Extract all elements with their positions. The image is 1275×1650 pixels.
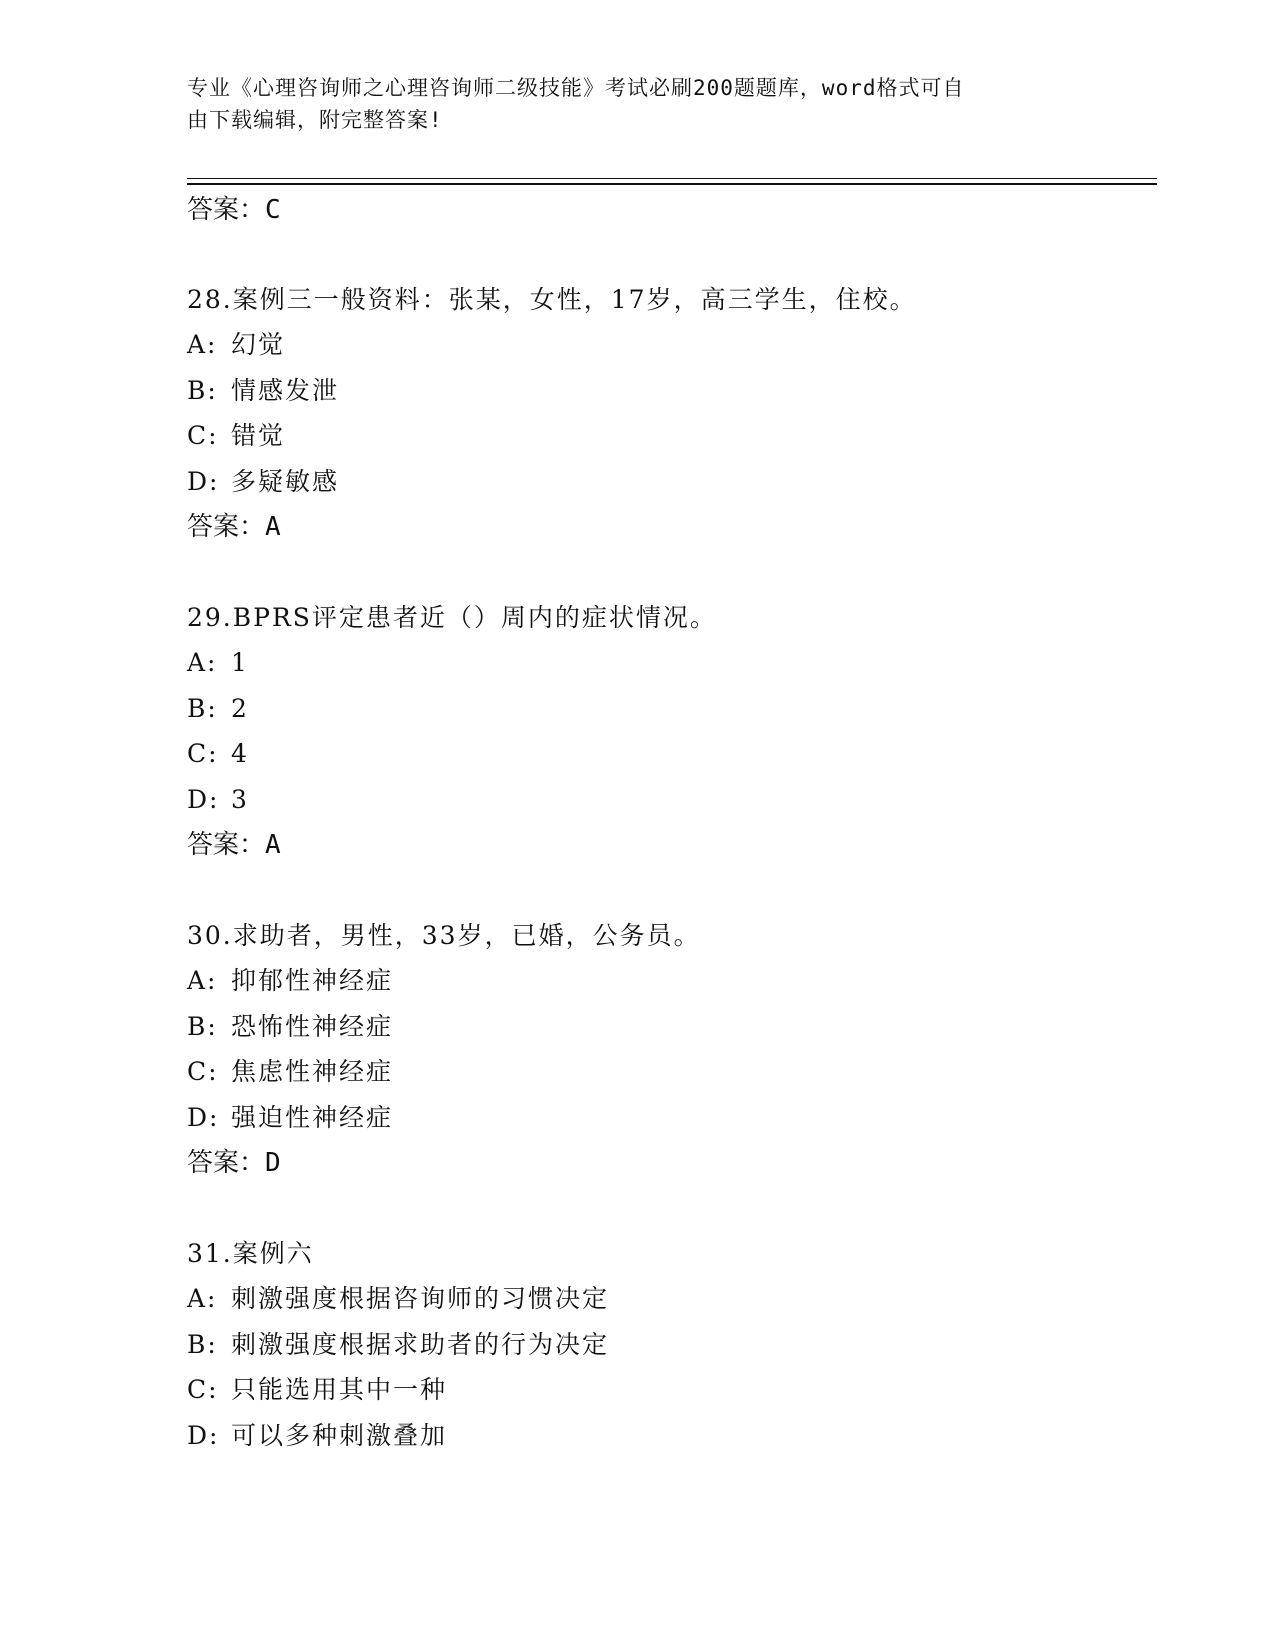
option-d [187, 1097, 1147, 1143]
option-c [187, 1051, 1147, 1097]
option-text: 4 [231, 739, 249, 768]
option-letter: D: [187, 1102, 220, 1132]
option-letter: A: [187, 330, 218, 359]
option-d [187, 1415, 1147, 1461]
question-answer: 答案：A [187, 512, 281, 542]
option-text: 强迫性神经症 [231, 1102, 394, 1132]
option-letter: B: [187, 375, 218, 405]
option-text: 多疑敏感 [231, 466, 340, 496]
option-letter: C: [187, 739, 219, 768]
header-line-1: 专业《心理咨询师之心理咨询师二级技能》考试必刷200题题库，word格式可自 [187, 76, 965, 100]
option-text: 错觉 [231, 421, 286, 450]
option-text: 可以多种刺激叠加 [231, 1420, 448, 1450]
question-stem: 28.案例三一般资料：张某，女性，17岁，高三学生，住校。 [187, 285, 917, 314]
option-letter: D: [187, 1420, 220, 1450]
option-b [187, 1324, 1147, 1370]
question-stem: 29.BPRS评定患者近（）周内的症状情况。 [187, 603, 717, 632]
question-answer: 答案：D [187, 1148, 281, 1178]
option-a [187, 960, 1147, 1006]
header-line-2: 由下载编辑，附完整答案! [187, 108, 443, 132]
option-b [187, 370, 1147, 416]
option-text: 2 [231, 693, 249, 723]
option-letter: A: [187, 1284, 218, 1313]
option-letter: B: [187, 1011, 218, 1041]
option-letter: C: [187, 421, 219, 450]
option-c [187, 415, 1147, 461]
option-d [187, 461, 1147, 507]
header-rule-thin [187, 178, 1157, 179]
question-28 [187, 279, 1147, 551]
option-text: 焦虑性神经症 [231, 1057, 394, 1086]
option-c [187, 1369, 1147, 1415]
option-letter: C: [187, 1375, 219, 1404]
option-text: 刺激强度根据求助者的行为决定 [231, 1329, 610, 1359]
question-answer: 答案：A [187, 830, 281, 860]
option-letter: C: [187, 1057, 219, 1086]
option-letter: B: [187, 693, 218, 723]
option-text: 抑郁性神经症 [231, 966, 394, 995]
header-rule-thick [187, 183, 1157, 185]
previous-answer: 答案：C [187, 195, 281, 225]
option-text: 刺激强度根据咨询师的习惯决定 [231, 1284, 610, 1313]
question-30 [187, 915, 1147, 1187]
question-29 [187, 597, 1147, 869]
option-letter: A: [187, 966, 218, 995]
option-a [187, 1278, 1147, 1324]
option-b [187, 1006, 1147, 1052]
option-letter: D: [187, 784, 220, 814]
option-a [187, 324, 1147, 370]
option-text: 1 [231, 648, 249, 677]
question-stem: 30.求助者，男性，33岁，已婚，公务员。 [187, 921, 701, 950]
option-text: 恐怖性神经症 [231, 1011, 394, 1041]
option-text: 幻觉 [231, 330, 286, 359]
option-letter: A: [187, 648, 218, 677]
option-letter: B: [187, 1329, 218, 1359]
option-text: 3 [231, 784, 249, 814]
option-a [187, 642, 1147, 688]
option-b [187, 688, 1147, 734]
option-letter: D: [187, 466, 220, 496]
question-stem: 31.案例六 [187, 1239, 314, 1268]
option-c [187, 733, 1147, 779]
question-31 [187, 1233, 1147, 1460]
document-header [187, 72, 1067, 136]
option-text: 情感发泄 [231, 375, 340, 405]
option-text: 只能选用其中一种 [231, 1375, 448, 1404]
option-d [187, 779, 1147, 825]
